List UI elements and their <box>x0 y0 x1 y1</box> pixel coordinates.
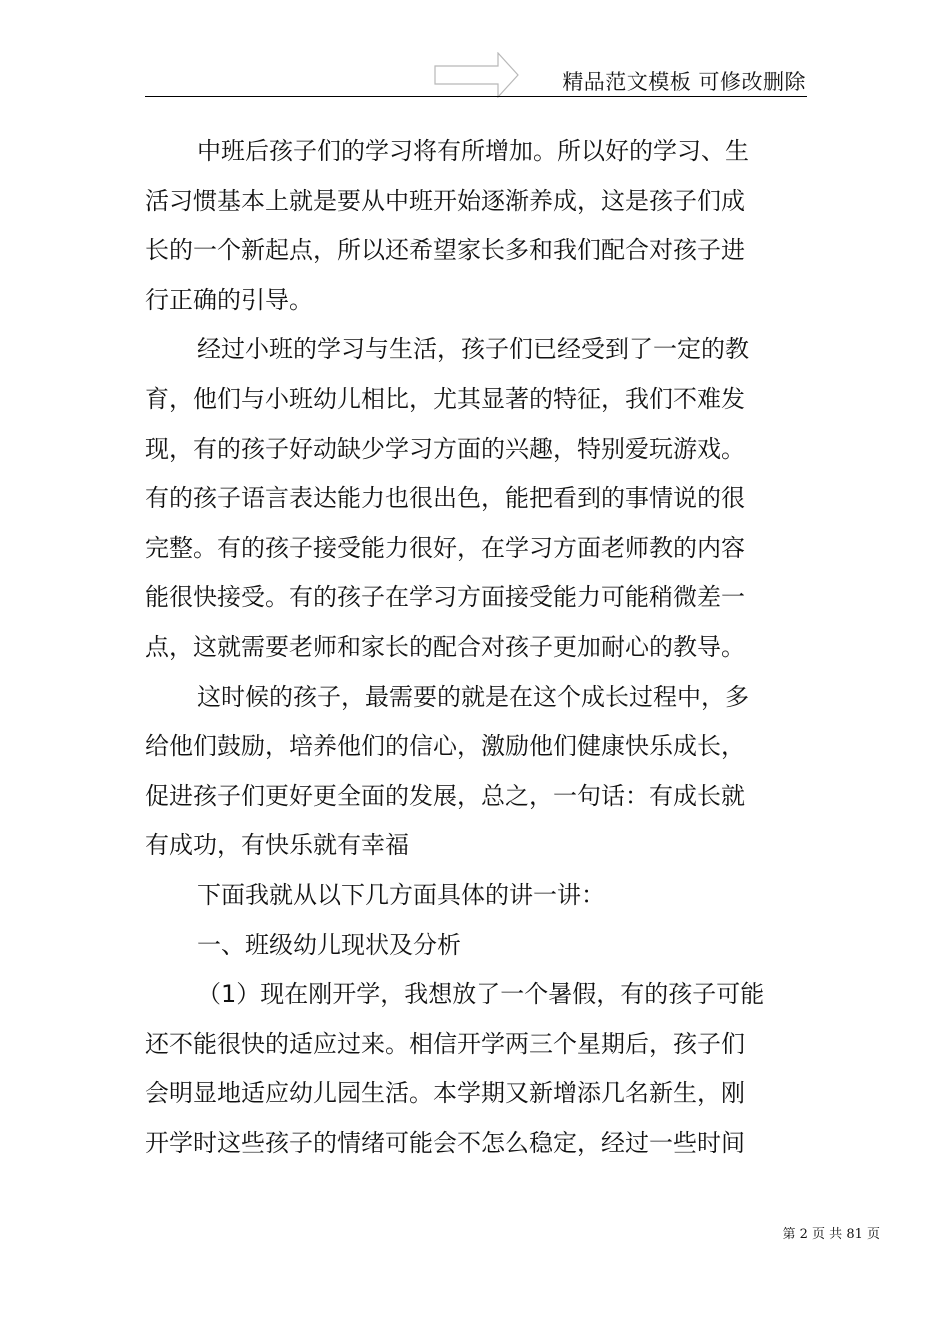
text-line: 完整。有的孩子接受能力很好，在学习方面老师教的内容 <box>145 533 745 562</box>
text-line: 中班后孩子们的学习将有所增加。所以好的学习、生 <box>197 137 749 165</box>
text-line: 现，有的孩子好动缺少学习方面的兴趣，特别爱玩游戏。 <box>145 434 745 463</box>
text-line: 经过小班的学习与生活，孩子们已经受到了一定的教 <box>197 335 749 364</box>
text-line: 下面我就从以下几方面具体的讲一讲： <box>197 880 605 909</box>
text-line: 行正确的引导。 <box>145 285 313 314</box>
text-line: 有成功，有快乐就有幸福 <box>145 831 409 860</box>
text-line: 长的一个新起点，所以还希望家长多和我们配合对孩子进 <box>145 236 745 265</box>
text-line: 还不能很快的适应过来。相信开学两三个星期后，孩子们 <box>145 1029 745 1058</box>
document-body <box>145 127 807 1168</box>
page-number: 第 2 页 共 81 页 <box>782 1227 880 1242</box>
text-line: （1）现在刚开学，我想放了一个暑假，有的孩子可能 <box>197 980 765 1009</box>
text-line: 这时候的孩子，最需要的就是在这个成长过程中，多 <box>197 682 749 711</box>
text-line: 点，这就需要老师和家长的配合对孩子更加耐心的教导。 <box>145 632 745 661</box>
text-line: 会明显地适应幼儿园生活。本学期又新增添几名新生，刚 <box>145 1079 745 1108</box>
text-line: 能很快接受。有的孩子在学习方面接受能力可能稍微差一 <box>145 583 745 612</box>
header-arrow-icon <box>434 52 520 98</box>
header-divider <box>145 96 807 97</box>
text-line: 活习惯基本上就是要从中班开始逐渐养成，这是孩子们成 <box>145 186 745 215</box>
text-line: 育，他们与小班幼儿相比，尤其显著的特征，我们不难发 <box>145 384 745 413</box>
text-line: 有的孩子语言表达能力也很出色，能把看到的事情说的很 <box>145 484 745 513</box>
header-title: 精品范文模板 可修改删除 <box>562 70 806 94</box>
text-line: 开学时这些孩子的情绪可能会不怎么稳定，经过一些时间 <box>145 1128 745 1157</box>
section-heading: 一、班级幼儿现状及分析 <box>197 930 461 959</box>
text-line: 促进孩子们更好更全面的发展，总之，一句话：有成长就 <box>145 781 745 810</box>
text-line: 给他们鼓励，培养他们的信心，激励他们健康快乐成长， <box>145 732 745 761</box>
